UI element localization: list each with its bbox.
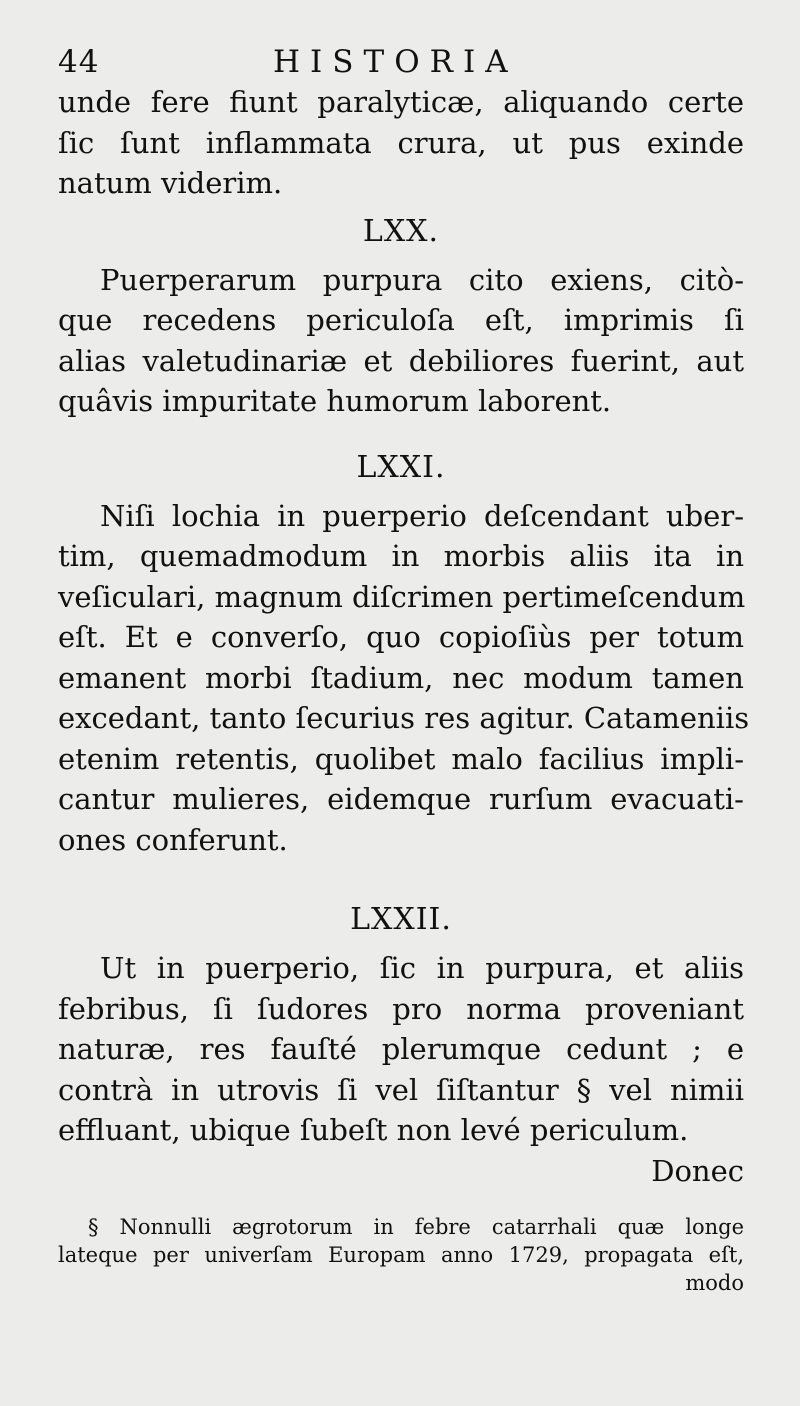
section-lxx xyxy=(58,204,744,422)
text-line: contrà in utrovis ſi vel ſiſtantur § vel nimii xyxy=(58,1072,744,1107)
text-line: febribus, ſi ſudores pro norma proveniant xyxy=(58,991,744,1026)
page-header xyxy=(58,30,744,80)
text-line: cantur mulieres, eidemque rurſum evacuati- xyxy=(58,782,744,816)
text-line: quâvis impuritate humorum laborent. xyxy=(58,384,612,418)
footnote-catchword: modo xyxy=(685,1270,744,1295)
page-number: 44 xyxy=(58,44,100,80)
section-lxxii xyxy=(58,892,744,1151)
spacer xyxy=(58,860,744,892)
running-title: HISTORIA xyxy=(273,44,518,80)
intro-paragraph xyxy=(58,82,744,204)
text-line: etenim retentis, quolibet malo facilius impli- xyxy=(58,741,744,776)
text-line: alias valetudinariæ et debiliores fuerint, aut xyxy=(58,343,744,378)
text-line: emanent morbi ſtadium, nec modum tamen xyxy=(58,660,744,695)
section-heading: LXXII. xyxy=(350,902,452,937)
section-lxxi xyxy=(58,440,750,861)
text-line: ſic ſunt inflammata crura, ut pus exinde xyxy=(58,125,744,160)
text-line: ones conferunt. xyxy=(58,822,288,857)
section-heading: LXX. xyxy=(362,213,440,249)
text-line: Ut in puerperio, ſic in purpura, et aliis xyxy=(100,951,744,985)
text-line: Puerperarum purpura cito exiens, citò- xyxy=(100,262,744,297)
spacer xyxy=(58,422,744,440)
text-block xyxy=(58,30,750,1297)
text-line: naturæ, res fauſté plerumque cedunt ; e xyxy=(58,1032,744,1066)
text-line: excedant, tanto ſecurius res agitur. Catameniis xyxy=(58,701,750,735)
text-line: tim, quemadmodum in morbis aliis ita in xyxy=(58,539,744,573)
footnote-line: lateque per univerſam Europam anno 1729, propagata eſt, xyxy=(58,1242,744,1267)
text-line: que recedens periculoſa eſt, imprimis ſi xyxy=(58,303,744,337)
text-line: unde fere fiunt paralyticæ, aliquando certe xyxy=(58,85,744,119)
footnote-line: § Nonnulli ægrotorum in febre catarrhali quæ longe xyxy=(88,1214,744,1239)
text-line: Niſi lochia in puerperio deſcendant uber- xyxy=(100,498,744,533)
text-line: natum viderim. xyxy=(58,166,283,200)
text-line: veſiculari, magnum diſcrimen pertimeſcendum xyxy=(58,579,746,614)
catchword: Donec xyxy=(651,1153,744,1188)
footnote xyxy=(58,1213,744,1297)
text-line: eſt. Et e converſo, quo copioſiùs per totum xyxy=(58,620,744,654)
text-line: effluant, ubique ſubeſt non levé periculum. xyxy=(58,1113,689,1147)
section-heading: LXXI. xyxy=(356,449,446,485)
